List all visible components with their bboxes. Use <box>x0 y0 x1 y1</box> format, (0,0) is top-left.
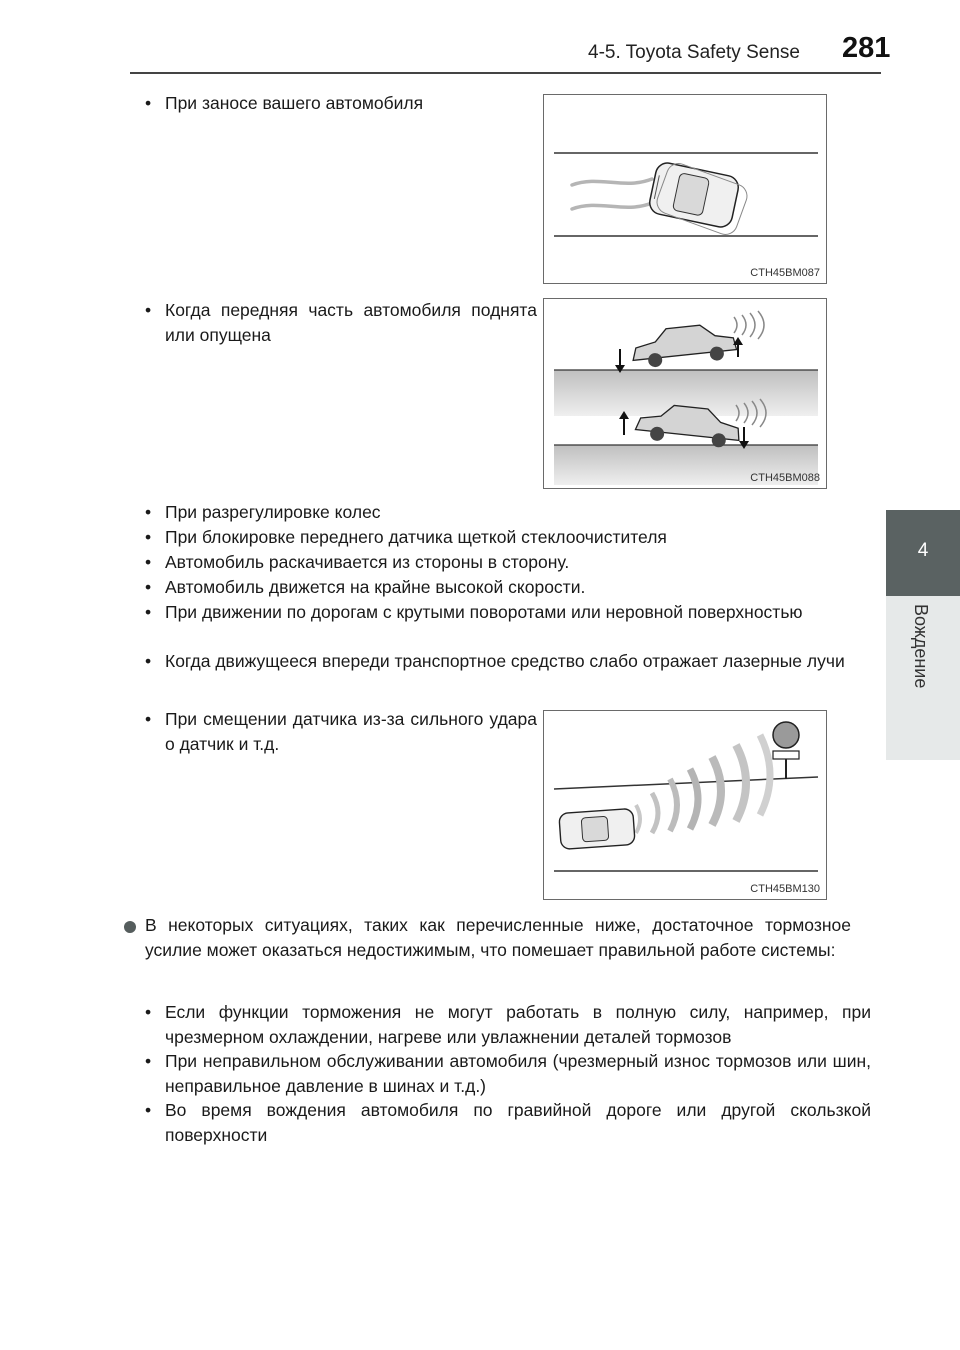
figure-code: CTH45BM130 <box>750 883 820 895</box>
chapter-title: Вождение <box>911 604 931 689</box>
bullet-item-front-raised: • Когда передняя часть автомобиля поднята или опущена <box>145 298 537 347</box>
header-divider <box>130 72 881 74</box>
figure-sensor-shift <box>543 710 827 900</box>
chapter-tab <box>886 510 960 596</box>
page-number: 281 <box>842 32 891 64</box>
bullet-item: • Автомобиль движется на крайне высокой скорости. <box>145 575 871 600</box>
bullet-item-sensor-shift: • При смещении датчика из-за сильного удара о датчик и т.д. <box>145 707 537 756</box>
chapter-number: 4 <box>917 540 929 561</box>
section-title: 4-5. Toyota Safety Sense <box>588 42 800 63</box>
bullet-item: • При неправильном обслуживании автомобиля (чрезмерный износ тормозов или шин, неправильное давление в шинах и т.д.) <box>145 1049 871 1098</box>
bullet-item: • Если функции торможения не могут работать в полную силу, например, при чрезмерном охлаждении, нагреве или увлажнении деталей тормозов <box>145 1000 871 1049</box>
skid-illustration <box>544 95 828 285</box>
figure-code: CTH45BM088 <box>750 472 820 484</box>
pitch-illustration <box>544 299 828 490</box>
bullet-item: • Автомобиль раскачивается из стороны в сторону. <box>145 550 871 575</box>
figure-skid <box>543 94 827 284</box>
bullet-item: • Во время вождения автомобиля по гравийной дороге или другой скользкой поверхности <box>145 1098 871 1147</box>
note-bullet-icon <box>124 921 136 933</box>
bullet-item: • При разрегулировке колес <box>145 500 871 525</box>
bullet-item-skid: • При заносе вашего автомобиля <box>145 91 537 116</box>
note-paragraph: В некоторых ситуациях, таких как перечисленные ниже, достаточное тормозное усилие может оказаться недостижимым, что помешает правильной работе системы: <box>145 915 851 960</box>
sensor-shift-illustration <box>544 711 828 901</box>
bullet-item: • Когда движущееся впереди транспортное средство слабо отражает лазерные лучи <box>145 649 871 674</box>
bullet-item: • При движении по дорогам с крутыми поворотами или неровной поверхностью <box>145 600 871 625</box>
figure-front-raised <box>543 298 827 489</box>
chapter-title-tab <box>886 596 960 760</box>
figure-code: CTH45BM087 <box>750 267 820 279</box>
bullet-item: • При блокировке переднего датчика щеткой стеклоочистителя <box>145 525 871 550</box>
